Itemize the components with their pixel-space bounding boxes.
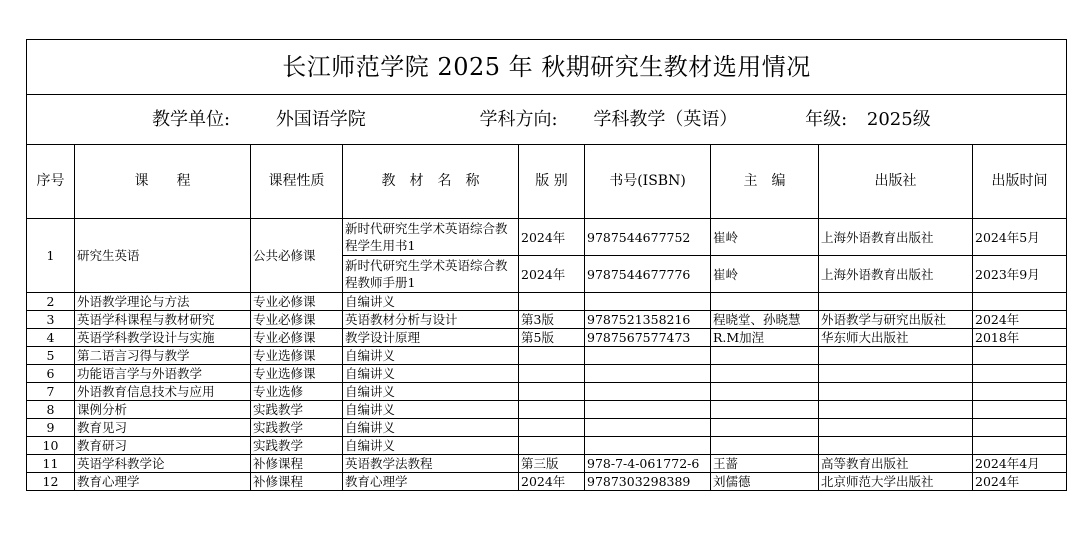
cell-publisher: 高等教育出版社 — [819, 455, 973, 473]
cell-publisher — [819, 365, 973, 383]
cell-date — [973, 347, 1067, 365]
cell-nature: 补修课程 — [251, 455, 343, 473]
cell-course: 课例分析 — [75, 401, 251, 419]
cell-editor: 崔岭 — [711, 256, 819, 293]
cell-isbn: 978-7-4-061772-6 — [585, 455, 711, 473]
grade-value: 2025级 — [866, 109, 931, 130]
cell-nature: 实践教学 — [251, 401, 343, 419]
cell-edition — [519, 383, 585, 401]
cell-isbn — [585, 365, 711, 383]
cell-date — [973, 383, 1067, 401]
cell-editor — [711, 365, 819, 383]
cell-isbn — [585, 293, 711, 311]
cell-book-name: 新时代研究生学术英语综合教程教师手册1 — [343, 256, 519, 293]
cell-date: 2024年 — [973, 311, 1067, 329]
cell-book-name: 英语教材分析与设计 — [343, 311, 519, 329]
header-cell: 课程性质 — [251, 145, 343, 219]
table-row — [27, 437, 1067, 455]
direction-label: 学科方向: — [479, 109, 558, 130]
cell-publisher — [819, 401, 973, 419]
cell-editor — [711, 419, 819, 437]
cell-publisher: 上海外语教育出版社 — [819, 256, 973, 293]
cell-editor: 程晓堂、孙晓慧 — [711, 311, 819, 329]
cell-nature: 实践教学 — [251, 437, 343, 455]
cell-nature: 公共必修课 — [251, 219, 343, 293]
cell-course: 英语学科教学设计与实施 — [75, 329, 251, 347]
cell-course: 教育心理学 — [75, 473, 251, 491]
cell-publisher: 外语教学与研究出版社 — [819, 311, 973, 329]
cell-no: 4 — [27, 329, 75, 347]
header-cell: 主 编 — [711, 145, 819, 219]
cell-book-name: 新时代研究生学术英语综合教程学生用书1 — [343, 219, 519, 256]
cell-edition — [519, 419, 585, 437]
header-row — [27, 145, 1067, 219]
cell-course: 外语教育信息技术与应用 — [75, 383, 251, 401]
header-cell: 课 程 — [75, 145, 251, 219]
cell-no: 6 — [27, 365, 75, 383]
cell-no: 8 — [27, 401, 75, 419]
cell-book-name: 自编讲义 — [343, 365, 519, 383]
cell-edition — [519, 401, 585, 419]
table-row — [27, 347, 1067, 365]
cell-editor: R.M加涅 — [711, 329, 819, 347]
table-row — [27, 365, 1067, 383]
cell-date — [973, 419, 1067, 437]
cell-date: 2024年5月 — [973, 219, 1067, 256]
header-cell: 书号(ISBN) — [585, 145, 711, 219]
cell-isbn: 9787544677752 — [585, 219, 711, 256]
cell-edition: 第3版 — [519, 311, 585, 329]
cell-edition: 2024年 — [519, 256, 585, 293]
cell-nature: 补修课程 — [251, 473, 343, 491]
cell-publisher — [819, 347, 973, 365]
cell-no: 11 — [27, 455, 75, 473]
cell-no: 10 — [27, 437, 75, 455]
cell-isbn: 9787303298389 — [585, 473, 711, 491]
header-cell: 教 材 名 称 — [343, 145, 519, 219]
cell-edition — [519, 365, 585, 383]
cell-nature: 专业选修 — [251, 383, 343, 401]
unit-label: 教学单位: — [152, 109, 231, 130]
cell-date: 2018年 — [973, 329, 1067, 347]
cell-date — [973, 293, 1067, 311]
cell-isbn: 9787521358216 — [585, 311, 711, 329]
cell-editor — [711, 401, 819, 419]
cell-isbn — [585, 401, 711, 419]
cell-edition — [519, 347, 585, 365]
header-cell: 版 别 — [519, 145, 585, 219]
table-row — [27, 329, 1067, 347]
cell-publisher — [819, 437, 973, 455]
cell-book-name: 自编讲义 — [343, 293, 519, 311]
cell-no: 9 — [27, 419, 75, 437]
cell-book-name: 自编讲义 — [343, 401, 519, 419]
cell-publisher: 华东师大出版社 — [819, 329, 973, 347]
cell-no: 7 — [27, 383, 75, 401]
cell-publisher — [819, 383, 973, 401]
info-bar — [27, 95, 1067, 145]
table-row — [27, 293, 1067, 311]
cell-course: 英语学科教学论 — [75, 455, 251, 473]
cell-date: 2024年 — [973, 473, 1067, 491]
grade-label: 年级: — [805, 109, 848, 130]
textbook-table — [26, 39, 1067, 491]
cell-publisher: 北京师范大学出版社 — [819, 473, 973, 491]
cell-nature: 专业必修课 — [251, 293, 343, 311]
table-row — [27, 219, 1067, 256]
cell-nature: 专业选修课 — [251, 347, 343, 365]
cell-edition: 第5版 — [519, 329, 585, 347]
table-row — [27, 383, 1067, 401]
cell-isbn — [585, 347, 711, 365]
cell-publisher: 上海外语教育出版社 — [819, 219, 973, 256]
cell-editor — [711, 383, 819, 401]
cell-publisher — [819, 419, 973, 437]
cell-course: 第二语言习得与教学 — [75, 347, 251, 365]
cell-no: 3 — [27, 311, 75, 329]
cell-editor: 王蔷 — [711, 455, 819, 473]
header-cell: 出版时间 — [973, 145, 1067, 219]
cell-isbn — [585, 383, 711, 401]
page-title: 长江师范学院 2025 年 秋期研究生教材选用情况 — [27, 40, 1067, 95]
cell-editor — [711, 347, 819, 365]
unit-value: 外国语学院 — [275, 109, 366, 130]
cell-no: 5 — [27, 347, 75, 365]
cell-book-name: 英语教学法教程 — [343, 455, 519, 473]
table-row — [27, 419, 1067, 437]
cell-book-name: 自编讲义 — [343, 347, 519, 365]
cell-edition: 第三版 — [519, 455, 585, 473]
cell-isbn — [585, 437, 711, 455]
cell-isbn — [585, 419, 711, 437]
cell-book-name: 自编讲义 — [343, 419, 519, 437]
cell-isbn: 9787544677776 — [585, 256, 711, 293]
table-row — [27, 455, 1067, 473]
cell-editor — [711, 437, 819, 455]
cell-nature: 专业必修课 — [251, 329, 343, 347]
cell-course: 研究生英语 — [75, 219, 251, 293]
cell-publisher — [819, 293, 973, 311]
cell-date — [973, 365, 1067, 383]
cell-course: 英语学科课程与教材研究 — [75, 311, 251, 329]
cell-book-name: 教育心理学 — [343, 473, 519, 491]
cell-course: 教育研习 — [75, 437, 251, 455]
cell-book-name: 自编讲义 — [343, 437, 519, 455]
header-cell: 序号 — [27, 145, 75, 219]
cell-nature: 专业选修课 — [251, 365, 343, 383]
cell-no: 2 — [27, 293, 75, 311]
cell-date: 2024年4月 — [973, 455, 1067, 473]
cell-book-name: 自编讲义 — [343, 383, 519, 401]
direction-value: 学科教学（英语） — [593, 109, 738, 130]
table-row — [27, 311, 1067, 329]
cell-edition: 2024年 — [519, 473, 585, 491]
cell-edition — [519, 437, 585, 455]
cell-editor — [711, 293, 819, 311]
cell-isbn: 9787567577473 — [585, 329, 711, 347]
cell-edition: 2024年 — [519, 219, 585, 256]
cell-nature: 实践教学 — [251, 419, 343, 437]
cell-editor: 刘儒德 — [711, 473, 819, 491]
table-row — [27, 401, 1067, 419]
cell-nature: 专业必修课 — [251, 311, 343, 329]
table-row — [27, 473, 1067, 491]
cell-course: 外语教学理论与方法 — [75, 293, 251, 311]
cell-date — [973, 401, 1067, 419]
cell-date — [973, 437, 1067, 455]
cell-no: 1 — [27, 219, 75, 293]
cell-edition — [519, 293, 585, 311]
cell-no: 12 — [27, 473, 75, 491]
cell-book-name: 教学设计原理 — [343, 329, 519, 347]
cell-editor: 崔岭 — [711, 219, 819, 256]
cell-date: 2023年9月 — [973, 256, 1067, 293]
cell-course: 功能语言学与外语教学 — [75, 365, 251, 383]
header-cell: 出版社 — [819, 145, 973, 219]
cell-course: 教育见习 — [75, 419, 251, 437]
